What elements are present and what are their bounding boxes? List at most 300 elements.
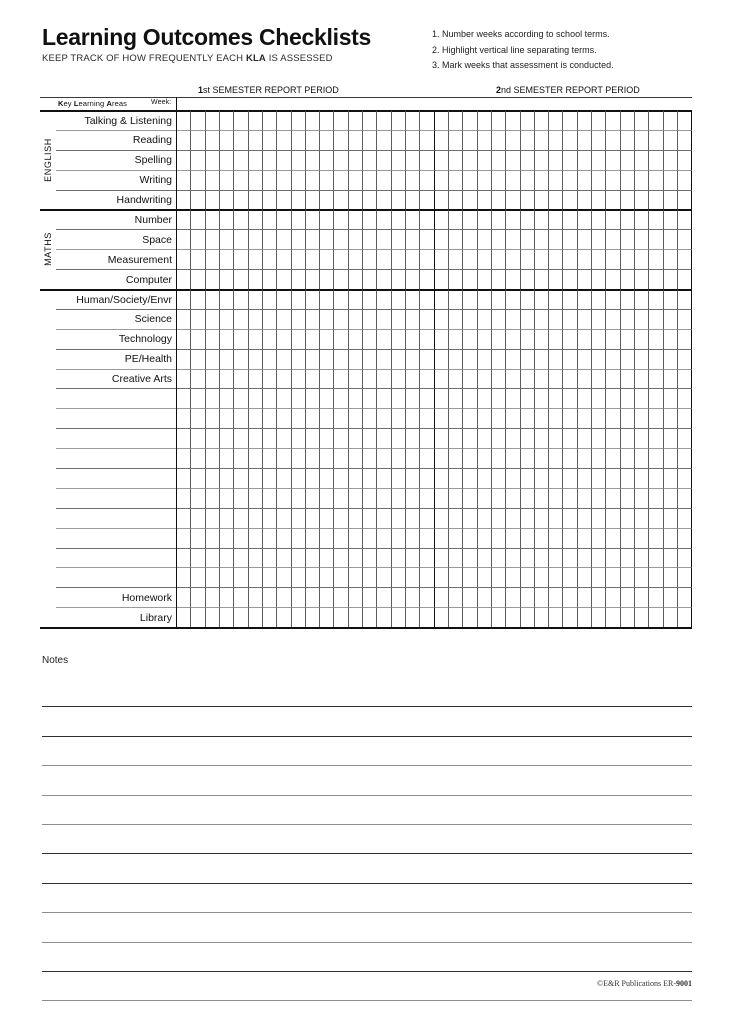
row-label-blank[interactable] <box>56 548 176 568</box>
week-cell[interactable] <box>592 249 606 269</box>
week-cell[interactable] <box>664 190 678 210</box>
week-cell[interactable] <box>649 548 663 568</box>
week-cell[interactable] <box>506 269 520 289</box>
week-cell[interactable] <box>492 548 506 568</box>
week-cell[interactable] <box>649 369 663 389</box>
week-cell[interactable] <box>664 567 678 587</box>
week-cell[interactable] <box>492 269 506 289</box>
week-cell[interactable] <box>449 369 463 389</box>
week-cell[interactable] <box>649 97 663 110</box>
row-label-blank[interactable] <box>56 408 176 428</box>
week-cell[interactable] <box>463 508 477 528</box>
week-cell[interactable] <box>521 130 535 150</box>
week-cell[interactable] <box>249 548 263 568</box>
week-cell[interactable] <box>635 428 649 448</box>
notes-line[interactable] <box>42 766 692 795</box>
week-cell[interactable] <box>277 289 291 309</box>
week-cell[interactable] <box>606 110 620 130</box>
week-cell[interactable] <box>649 190 663 210</box>
week-cell[interactable] <box>349 150 363 170</box>
week-cell[interactable] <box>549 349 563 369</box>
week-cell[interactable] <box>177 607 191 627</box>
week-cell[interactable] <box>263 528 277 548</box>
week-cell[interactable] <box>606 567 620 587</box>
week-cell[interactable] <box>621 329 635 349</box>
row-label-blank[interactable] <box>56 428 176 448</box>
week-cell[interactable] <box>249 309 263 329</box>
week-cell[interactable] <box>349 229 363 249</box>
week-cell[interactable] <box>263 587 277 607</box>
week-cell[interactable] <box>392 587 406 607</box>
week-cell[interactable] <box>420 508 434 528</box>
notes-line[interactable] <box>42 678 692 707</box>
week-cell[interactable] <box>320 607 334 627</box>
week-cell[interactable] <box>621 369 635 389</box>
week-cell[interactable] <box>420 309 434 329</box>
week-cell[interactable] <box>578 548 592 568</box>
week-cell[interactable] <box>277 488 291 508</box>
week-cell[interactable] <box>478 269 492 289</box>
week-cell[interactable] <box>420 249 434 269</box>
week-cell[interactable] <box>177 388 191 408</box>
week-cell[interactable] <box>363 408 377 428</box>
week-cell[interactable] <box>521 249 535 269</box>
week-cell[interactable] <box>349 548 363 568</box>
week-cell[interactable] <box>392 508 406 528</box>
week-cell[interactable] <box>292 468 306 488</box>
week-cell[interactable] <box>220 329 234 349</box>
week-cell[interactable] <box>177 468 191 488</box>
week-cell[interactable] <box>306 488 320 508</box>
week-cell[interactable] <box>377 388 391 408</box>
week-cell[interactable] <box>492 170 506 190</box>
week-cell[interactable] <box>621 508 635 528</box>
week-cell[interactable] <box>478 587 492 607</box>
week-cell[interactable] <box>621 428 635 448</box>
week-cell[interactable] <box>334 468 348 488</box>
week-cell[interactable] <box>492 209 506 229</box>
week-cell[interactable] <box>463 468 477 488</box>
week-cell[interactable] <box>478 428 492 448</box>
week-cell[interactable] <box>277 329 291 349</box>
row-label-blank[interactable] <box>56 567 176 587</box>
week-cell[interactable] <box>664 587 678 607</box>
week-cell[interactable] <box>220 548 234 568</box>
week-cell[interactable] <box>392 448 406 468</box>
week-cell[interactable] <box>177 97 191 110</box>
week-cell[interactable] <box>606 150 620 170</box>
week-cell[interactable] <box>363 209 377 229</box>
week-cell[interactable] <box>678 428 692 448</box>
week-cell[interactable] <box>277 508 291 528</box>
week-cell[interactable] <box>392 209 406 229</box>
week-cell[interactable] <box>292 388 306 408</box>
week-cell[interactable] <box>649 289 663 309</box>
week-cell[interactable] <box>549 289 563 309</box>
week-cell[interactable] <box>621 289 635 309</box>
week-cell[interactable] <box>392 567 406 587</box>
week-cell[interactable] <box>478 249 492 269</box>
week-cell[interactable] <box>521 528 535 548</box>
week-cell[interactable] <box>206 408 220 428</box>
week-cell[interactable] <box>249 428 263 448</box>
week-cell[interactable] <box>678 97 692 110</box>
week-cell[interactable] <box>506 567 520 587</box>
week-cell[interactable] <box>449 329 463 349</box>
week-cell[interactable] <box>521 269 535 289</box>
week-cell[interactable] <box>578 329 592 349</box>
week-cell[interactable] <box>621 190 635 210</box>
week-cell[interactable] <box>406 567 420 587</box>
week-cell[interactable] <box>406 309 420 329</box>
week-cell[interactable] <box>506 249 520 269</box>
week-cell[interactable] <box>306 448 320 468</box>
week-cell[interactable] <box>678 229 692 249</box>
week-cell[interactable] <box>449 468 463 488</box>
week-cell[interactable] <box>606 130 620 150</box>
week-cell[interactable] <box>392 97 406 110</box>
week-cell[interactable] <box>377 528 391 548</box>
week-cell[interactable] <box>292 369 306 389</box>
row-label-science[interactable]: Science <box>56 309 176 329</box>
week-cell[interactable] <box>334 249 348 269</box>
week-cell[interactable] <box>549 388 563 408</box>
week-cell[interactable] <box>420 289 434 309</box>
week-cell[interactable] <box>320 448 334 468</box>
week-cell[interactable] <box>463 548 477 568</box>
week-cell[interactable] <box>521 607 535 627</box>
week-cell[interactable] <box>234 249 248 269</box>
week-cell[interactable] <box>320 269 334 289</box>
week-cell[interactable] <box>234 329 248 349</box>
week-cell[interactable] <box>249 408 263 428</box>
week-cell[interactable] <box>406 448 420 468</box>
week-cell[interactable] <box>606 369 620 389</box>
week-cell[interactable] <box>664 607 678 627</box>
week-cell[interactable] <box>349 607 363 627</box>
week-cell[interactable] <box>234 309 248 329</box>
week-cell[interactable] <box>435 388 449 408</box>
week-cell[interactable] <box>420 468 434 488</box>
week-cell[interactable] <box>664 408 678 428</box>
week-cell[interactable] <box>263 488 277 508</box>
week-cell[interactable] <box>177 190 191 210</box>
week-cell[interactable] <box>664 150 678 170</box>
week-cell[interactable] <box>206 190 220 210</box>
week-cell[interactable] <box>420 329 434 349</box>
week-cell[interactable] <box>277 369 291 389</box>
week-cell[interactable] <box>334 448 348 468</box>
week-cell[interactable] <box>478 488 492 508</box>
week-cell[interactable] <box>535 209 549 229</box>
week-cell[interactable] <box>678 468 692 488</box>
week-cell[interactable] <box>449 388 463 408</box>
week-cell[interactable] <box>363 170 377 190</box>
week-cell[interactable] <box>420 567 434 587</box>
week-cell[interactable] <box>592 229 606 249</box>
week-cell[interactable] <box>635 249 649 269</box>
week-cell[interactable] <box>177 408 191 428</box>
week-cell[interactable] <box>449 97 463 110</box>
week-cell[interactable] <box>349 468 363 488</box>
week-cell[interactable] <box>206 488 220 508</box>
week-cell[interactable] <box>449 548 463 568</box>
week-cell[interactable] <box>406 97 420 110</box>
week-cell[interactable] <box>363 428 377 448</box>
week-cell[interactable] <box>578 110 592 130</box>
week-cell[interactable] <box>420 448 434 468</box>
week-cell[interactable] <box>606 97 620 110</box>
week-cell[interactable] <box>478 150 492 170</box>
week-cell[interactable] <box>449 110 463 130</box>
week-cell[interactable] <box>635 587 649 607</box>
week-cell[interactable] <box>521 408 535 428</box>
week-cell[interactable] <box>621 130 635 150</box>
week-cell[interactable] <box>363 587 377 607</box>
week-cell[interactable] <box>234 388 248 408</box>
week-cell[interactable] <box>535 190 549 210</box>
week-cell[interactable] <box>263 97 277 110</box>
week-cell[interactable] <box>234 150 248 170</box>
week-cell[interactable] <box>506 150 520 170</box>
week-cell[interactable] <box>606 587 620 607</box>
week-cell[interactable] <box>249 508 263 528</box>
week-cell[interactable] <box>334 309 348 329</box>
row-label-handwriting[interactable]: Handwriting <box>56 190 176 210</box>
week-cell[interactable] <box>220 408 234 428</box>
week-cell[interactable] <box>349 110 363 130</box>
week-cell[interactable] <box>649 508 663 528</box>
week-cell[interactable] <box>206 388 220 408</box>
week-cell[interactable] <box>435 110 449 130</box>
week-cell[interactable] <box>277 309 291 329</box>
week-cell[interactable] <box>334 428 348 448</box>
week-cell[interactable] <box>420 269 434 289</box>
week-cell[interactable] <box>392 269 406 289</box>
week-cell[interactable] <box>449 130 463 150</box>
week-cell[interactable] <box>621 468 635 488</box>
week-cell[interactable] <box>592 150 606 170</box>
week-cell[interactable] <box>277 587 291 607</box>
week-cell[interactable] <box>377 488 391 508</box>
week-cell[interactable] <box>320 170 334 190</box>
week-cell[interactable] <box>220 607 234 627</box>
week-cell[interactable] <box>206 528 220 548</box>
week-cell[interactable] <box>606 249 620 269</box>
week-cell[interactable] <box>220 110 234 130</box>
week-cell[interactable] <box>334 150 348 170</box>
week-cell[interactable] <box>263 269 277 289</box>
week-cell[interactable] <box>463 150 477 170</box>
week-cell[interactable] <box>363 528 377 548</box>
week-cell[interactable] <box>220 97 234 110</box>
week-cell[interactable] <box>578 190 592 210</box>
week-cell[interactable] <box>377 548 391 568</box>
week-cell[interactable] <box>478 567 492 587</box>
week-cell[interactable] <box>363 269 377 289</box>
week-cell[interactable] <box>392 607 406 627</box>
week-cell[interactable] <box>449 607 463 627</box>
week-cell[interactable] <box>449 309 463 329</box>
week-cell[interactable] <box>549 329 563 349</box>
week-cell[interactable] <box>220 448 234 468</box>
week-cell[interactable] <box>234 97 248 110</box>
week-cell[interactable] <box>306 607 320 627</box>
week-cell[interactable] <box>277 448 291 468</box>
week-cell[interactable] <box>635 170 649 190</box>
week-cell[interactable] <box>292 289 306 309</box>
week-cell[interactable] <box>334 229 348 249</box>
week-cell[interactable] <box>206 448 220 468</box>
week-cell[interactable] <box>320 508 334 528</box>
week-cell[interactable] <box>234 269 248 289</box>
week-cell[interactable] <box>578 369 592 389</box>
week-cell[interactable] <box>263 567 277 587</box>
week-cell[interactable] <box>492 587 506 607</box>
week-cell[interactable] <box>478 110 492 130</box>
week-cell[interactable] <box>535 468 549 488</box>
week-cell[interactable] <box>263 548 277 568</box>
week-cell[interactable] <box>549 508 563 528</box>
week-cell[interactable] <box>606 209 620 229</box>
week-cell[interactable] <box>292 329 306 349</box>
week-cell[interactable] <box>435 130 449 150</box>
week-cell[interactable] <box>578 448 592 468</box>
week-cell[interactable] <box>578 408 592 428</box>
week-cell[interactable] <box>263 110 277 130</box>
week-cell[interactable] <box>478 170 492 190</box>
week-cell[interactable] <box>492 97 506 110</box>
week-cell[interactable] <box>621 110 635 130</box>
week-cell[interactable] <box>349 587 363 607</box>
week-cell[interactable] <box>521 190 535 210</box>
week-cell[interactable] <box>521 567 535 587</box>
week-cell[interactable] <box>320 309 334 329</box>
week-cell[interactable] <box>334 488 348 508</box>
week-cell[interactable] <box>320 488 334 508</box>
week-cell[interactable] <box>249 269 263 289</box>
week-cell[interactable] <box>492 428 506 448</box>
week-cell[interactable] <box>206 508 220 528</box>
week-cell[interactable] <box>549 249 563 269</box>
week-cell[interactable] <box>377 408 391 428</box>
week-cell[interactable] <box>292 508 306 528</box>
week-cell[interactable] <box>664 209 678 229</box>
week-cell[interactable] <box>449 408 463 428</box>
week-cell[interactable] <box>349 488 363 508</box>
week-cell[interactable] <box>435 408 449 428</box>
week-cell[interactable] <box>191 249 205 269</box>
row-label-measurement[interactable]: Measurement <box>56 249 176 269</box>
week-cell[interactable] <box>249 329 263 349</box>
week-cell[interactable] <box>678 607 692 627</box>
week-cell[interactable] <box>191 587 205 607</box>
week-cell[interactable] <box>249 130 263 150</box>
week-cell[interactable] <box>463 607 477 627</box>
week-cell[interactable] <box>363 607 377 627</box>
week-cell[interactable] <box>635 607 649 627</box>
week-cell[interactable] <box>664 388 678 408</box>
week-cell[interactable] <box>563 110 577 130</box>
week-cell[interactable] <box>478 309 492 329</box>
week-cell[interactable] <box>191 567 205 587</box>
week-cell[interactable] <box>506 508 520 528</box>
week-cell[interactable] <box>420 428 434 448</box>
week-cell[interactable] <box>563 190 577 210</box>
week-cell[interactable] <box>191 548 205 568</box>
week-cell[interactable] <box>649 269 663 289</box>
week-cell[interactable] <box>535 110 549 130</box>
week-cell[interactable] <box>549 528 563 548</box>
week-cell[interactable] <box>449 587 463 607</box>
week-cell[interactable] <box>363 110 377 130</box>
week-cell[interactable] <box>578 97 592 110</box>
week-cell[interactable] <box>678 130 692 150</box>
week-cell[interactable] <box>649 349 663 369</box>
week-cell[interactable] <box>478 508 492 528</box>
row-label-talking-listening[interactable]: Talking & Listening <box>56 110 176 130</box>
week-cell[interactable] <box>263 150 277 170</box>
week-cell[interactable] <box>535 528 549 548</box>
week-cell[interactable] <box>420 528 434 548</box>
week-cell[interactable] <box>621 269 635 289</box>
week-cell[interactable] <box>635 329 649 349</box>
week-cell[interactable] <box>334 528 348 548</box>
week-cell[interactable] <box>563 150 577 170</box>
week-cell[interactable] <box>263 468 277 488</box>
week-cell[interactable] <box>664 428 678 448</box>
week-cell[interactable] <box>220 309 234 329</box>
week-cell[interactable] <box>435 309 449 329</box>
week-cell[interactable] <box>377 170 391 190</box>
week-cell[interactable] <box>592 309 606 329</box>
week-cell[interactable] <box>521 448 535 468</box>
week-cell[interactable] <box>664 269 678 289</box>
week-cell[interactable] <box>406 229 420 249</box>
week-cell[interactable] <box>377 309 391 329</box>
week-cell[interactable] <box>563 309 577 329</box>
week-cell[interactable] <box>521 468 535 488</box>
week-cell[interactable] <box>363 488 377 508</box>
week-cell[interactable] <box>649 488 663 508</box>
week-cell[interactable] <box>277 190 291 210</box>
week-cell[interactable] <box>664 528 678 548</box>
week-cell[interactable] <box>563 209 577 229</box>
week-cell[interactable] <box>406 150 420 170</box>
week-cell[interactable] <box>420 587 434 607</box>
week-cell[interactable] <box>406 130 420 150</box>
week-cell[interactable] <box>392 150 406 170</box>
week-cell[interactable] <box>463 329 477 349</box>
row-label-computer[interactable]: Computer <box>56 269 176 289</box>
row-label-space[interactable]: Space <box>56 229 176 249</box>
week-cell[interactable] <box>478 468 492 488</box>
week-cell[interactable] <box>206 428 220 448</box>
week-cell[interactable] <box>435 448 449 468</box>
week-cell[interactable] <box>635 269 649 289</box>
week-cell[interactable] <box>621 349 635 369</box>
week-cell[interactable] <box>177 150 191 170</box>
week-cell[interactable] <box>277 229 291 249</box>
week-cell[interactable] <box>334 408 348 428</box>
week-cell[interactable] <box>563 408 577 428</box>
week-cell[interactable] <box>177 329 191 349</box>
week-cell[interactable] <box>306 170 320 190</box>
week-cell[interactable] <box>234 448 248 468</box>
week-cell[interactable] <box>206 309 220 329</box>
week-cell[interactable] <box>406 587 420 607</box>
week-cell[interactable] <box>563 369 577 389</box>
